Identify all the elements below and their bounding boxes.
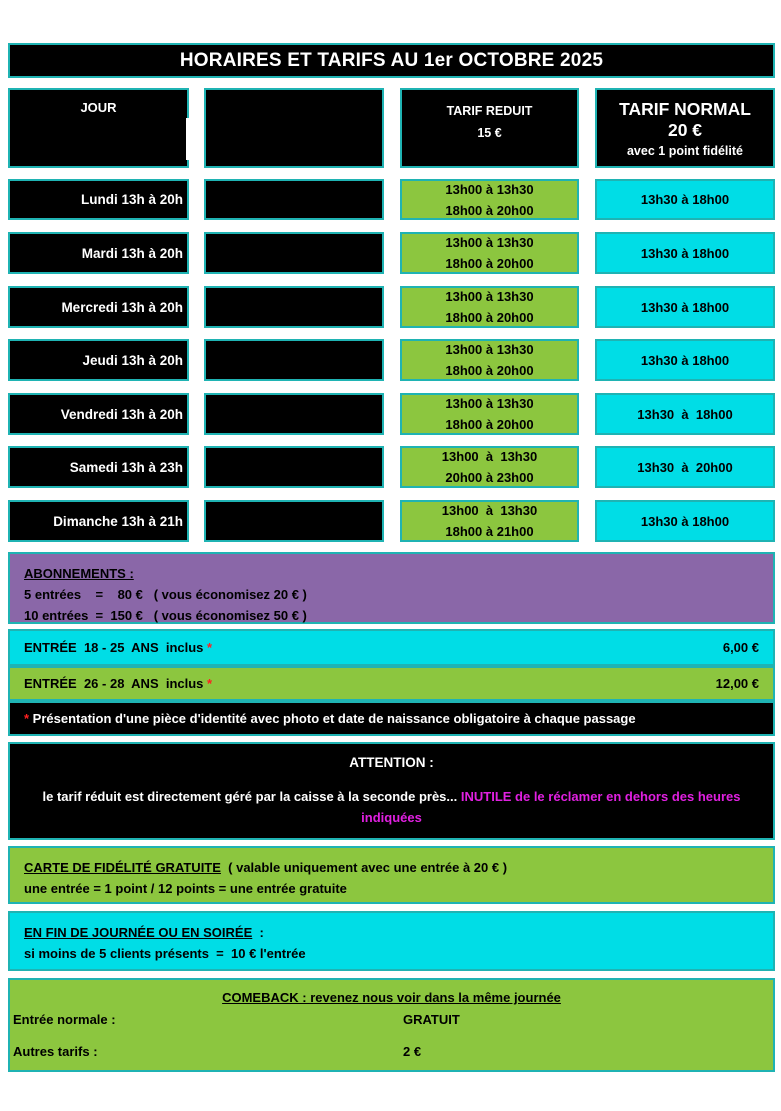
- abonnements-box: [8, 552, 775, 624]
- day-cell: [8, 179, 189, 220]
- day-cell: [8, 232, 189, 274]
- header-normal-note: avec 1 point fidélité: [626, 144, 743, 158]
- reduit-slot-1: 13h00 à 13h30: [445, 396, 534, 411]
- header-reduit-price: 15 €: [477, 126, 502, 140]
- header-jour-notch: [186, 118, 190, 160]
- normal-slot: 13h30 à 18h00: [640, 245, 730, 261]
- reduit-slot-1: 13h00 à 13h30: [441, 503, 538, 518]
- empty-cell: [204, 286, 384, 328]
- tarif-normal-cell: [595, 446, 775, 488]
- empty-cell: [204, 446, 384, 488]
- reduit-slot-1: 13h00 à 13h30: [441, 449, 538, 464]
- comeback-row1-value: GRATUIT: [403, 1012, 460, 1027]
- tarif-reduit-cell: [400, 500, 579, 542]
- comeback-row2-label: Autres tarifs :: [13, 1044, 98, 1059]
- reduit-slot-1: 13h00 à 13h30: [445, 342, 534, 357]
- comeback-box: [8, 978, 775, 1072]
- soiree-title: EN FIN DE JOURNÉE OU EN SOIRÉE :: [24, 925, 264, 940]
- page-title-text: HORAIRES ET TARIFS AU 1er OCTOBRE 2025: [179, 49, 604, 71]
- empty-cell: [204, 232, 384, 274]
- header-reduit-label: TARIF REDUIT: [446, 104, 533, 118]
- tarif-reduit-cell: [400, 446, 579, 488]
- day-label: Samedi 13h à 23h: [69, 459, 183, 475]
- reduit-slot-2: 18h00 à 20h00: [445, 256, 534, 271]
- entree-18-25-label: ENTRÉE 18 - 25 ANS inclus *: [24, 640, 213, 655]
- entree-18-25-row: [8, 629, 775, 666]
- attention-box: [8, 742, 775, 840]
- tarif-normal-cell: [595, 339, 775, 381]
- reduit-slot-2: 20h00 à 23h00: [445, 470, 534, 485]
- attention-text: le tarif réduit est directement géré par la caisse à la seconde près... INUTILE de le réclamer en dehors des heures indiquées: [42, 789, 741, 825]
- reduit-slot-2: 18h00 à 21h00: [445, 524, 534, 539]
- tarif-reduit-cell: [400, 179, 579, 220]
- reduit-slot-2: 18h00 à 20h00: [445, 363, 534, 378]
- entree-26-28-price: 12,00 €: [715, 676, 759, 691]
- entree-26-28-row: [8, 666, 775, 701]
- id-note-row: [8, 701, 775, 736]
- reduit-slot-2: 18h00 à 20h00: [445, 310, 534, 325]
- comeback-row1-label: Entrée normale :: [13, 1012, 116, 1027]
- tarif-normal-cell: [595, 232, 775, 274]
- normal-slot: 13h30 à 18h00: [640, 299, 730, 315]
- tarif-reduit-cell: [400, 339, 579, 381]
- fidelite-line: une entrée = 1 point / 12 points = une entrée gratuite: [24, 881, 347, 896]
- header-empty: [204, 88, 384, 168]
- day-label: Mardi 13h à 20h: [81, 245, 183, 261]
- reduit-slot-1: 13h00 à 13h30: [445, 181, 534, 197]
- entree-18-25-price: 6,00 €: [722, 640, 759, 655]
- reduit-slot-1: 13h00 à 13h30: [445, 235, 534, 250]
- day-label: Lundi 13h à 20h: [80, 192, 183, 207]
- page-title: [8, 43, 775, 78]
- reduit-slot-2: 18h00 à 20h00: [445, 417, 534, 432]
- attention-title: ATTENTION :: [349, 755, 434, 770]
- reduit-slot-1: 13h00 à 13h30: [445, 289, 534, 304]
- header-tarif-normal: [595, 88, 775, 168]
- day-label: Mercredi 13h à 20h: [61, 299, 183, 315]
- soiree-box: [8, 911, 775, 971]
- empty-cell: [204, 500, 384, 542]
- abonnements-line-1: 5 entrées = 80 € ( vous économisez 20 € ): [24, 587, 307, 602]
- header-normal-price: 20 €: [667, 120, 703, 140]
- header-jour: [8, 88, 189, 168]
- day-cell: [8, 393, 189, 435]
- day-label: Dimanche 13h à 21h: [53, 513, 183, 529]
- tarif-normal-cell: [595, 179, 775, 220]
- empty-cell: [204, 179, 384, 220]
- abonnements-title: ABONNEMENTS :: [24, 566, 134, 581]
- empty-cell: [204, 393, 384, 435]
- tarif-normal-cell: [595, 500, 775, 542]
- header-jour-label: JOUR: [80, 100, 117, 115]
- empty-cell: [204, 339, 384, 381]
- day-cell: [8, 446, 189, 488]
- normal-slot: 13h30 à 20h00: [637, 459, 733, 475]
- normal-slot: 13h30 à 18h00: [640, 513, 730, 529]
- day-cell: [8, 339, 189, 381]
- day-cell: [8, 500, 189, 542]
- day-cell: [8, 286, 189, 328]
- normal-slot: 13h30 à 18h00: [640, 192, 730, 207]
- entree-26-28-label: ENTRÉE 26 - 28 ANS inclus *: [24, 676, 213, 691]
- normal-slot: 13h30 à 18h00: [637, 406, 733, 422]
- fidelite-title: CARTE DE FIDÉLITÉ GRATUITE ( valable uniquement avec une entrée à 20 € ): [24, 860, 508, 875]
- tarif-reduit-cell: [400, 393, 579, 435]
- header-tarif-reduit: [400, 88, 579, 168]
- header-normal-label: TARIF NORMAL: [619, 99, 751, 119]
- comeback-title: COMEBACK : revenez nous voir dans la même journée: [222, 990, 561, 1005]
- day-label: Vendredi 13h à 20h: [60, 406, 183, 422]
- tarif-normal-cell: [595, 393, 775, 435]
- reduit-slot-2: 18h00 à 20h00: [445, 202, 534, 218]
- fidelite-box: [8, 846, 775, 904]
- tarif-normal-cell: [595, 286, 775, 328]
- comeback-row2-value: 2 €: [403, 1044, 422, 1059]
- soiree-line: si moins de 5 clients présents = 10 € l'entrée: [24, 946, 306, 961]
- abonnements-line-2: 10 entrées = 150 € ( vous économisez 50 € ): [24, 608, 307, 623]
- tarif-reduit-cell: [400, 286, 579, 328]
- id-note-text: * Présentation d'une pièce d'identité avec photo et date de naissance obligatoire à chaque passage: [24, 711, 636, 726]
- normal-slot: 13h30 à 18h00: [640, 352, 730, 368]
- tarif-reduit-cell: [400, 232, 579, 274]
- day-label: Jeudi 13h à 20h: [82, 352, 183, 368]
